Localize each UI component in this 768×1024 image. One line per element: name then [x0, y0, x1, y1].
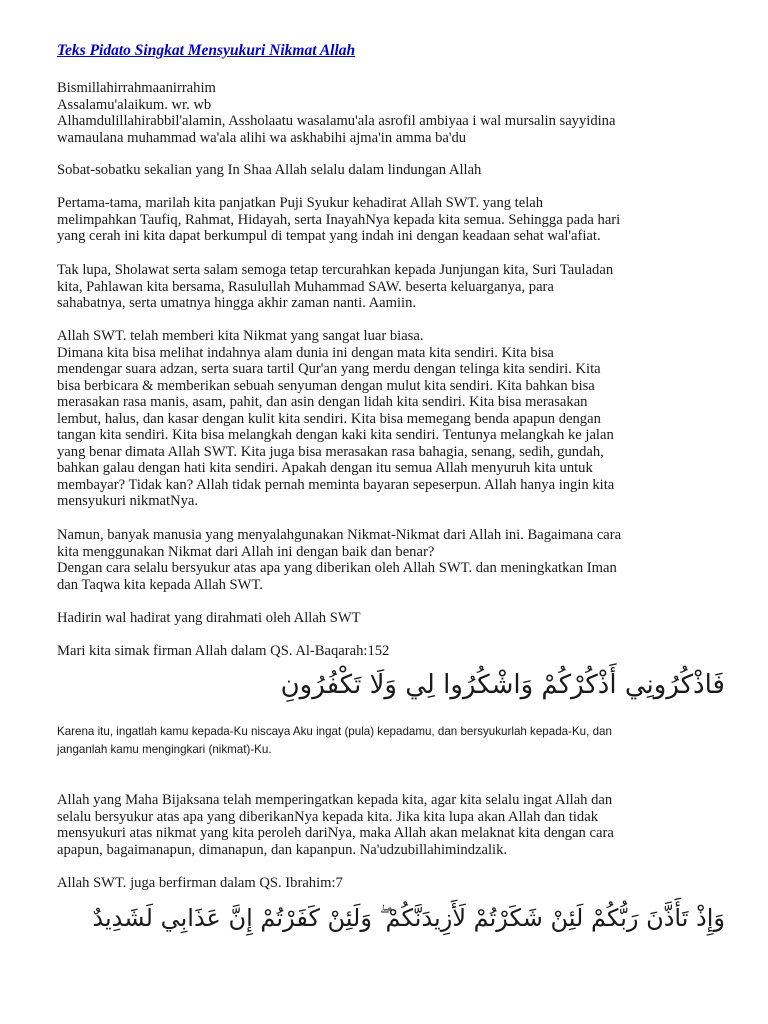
text-line: kita menggunakan Nikmat dari Allah ini dengan baik dan benar?	[57, 543, 435, 560]
text-line: sahabatnya, serta umatnya hingga akhir zaman nanti. Aamiin.	[57, 295, 417, 311]
paragraph-namun	[57, 527, 725, 593]
text-line: yang benar dimata Allah SWT. Kita juga bisa merasakan rasa bahagia, senang, sedih, gundah,	[57, 443, 604, 460]
text-line: membayar? Tidak kan? Allah tidak pernah meminta bayaran sepeserpun. Allah hanya ingin kita	[57, 476, 615, 493]
text-line: Dimana kita bisa melihat indahnya alam dunia ini dengan mata kita sendiri. Kita bisa	[57, 344, 554, 361]
text-line: Namun, banyak manusia yang menyalahgunakan Nikmat-Nikmat dari Allah ini. Bagaimana cara	[57, 527, 622, 543]
text-line: wamaulana muhammad wa'ala alihi wa askhabihi ajma'in amma ba'du	[57, 129, 467, 146]
text-line: bahkan galau dengan hati kita sendiri. Apakah dengan itu semua Allah menyuruh kita untuk	[57, 460, 593, 476]
intro-ibrahim	[57, 875, 725, 892]
text-line: Allah SWT. telah memberi kita Nikmat yang sangat luar biasa.	[57, 328, 424, 344]
text-line: Tak lupa, Sholawat serta salam semoga tetap tercurahkan kepada Junjungan kita, Suri Tauladan	[57, 262, 614, 278]
text-line: mendengar suara adzan, serta suara tartil Qur'an yang merdu dengan telinga kita sendiri. Kita	[57, 361, 601, 377]
text-line: Bismillahirrahmaanirrahim	[57, 80, 216, 96]
text-line: janganlah kamu mengingkari (nikmat)-Ku.	[57, 743, 272, 756]
text-line: Pertama-tama, marilah kita panjatkan Puji Syukur kehadirat Allah SWT. yang telah	[57, 195, 544, 211]
text-line: tangan kita sendiri. Kita bisa melangkah dengan kaki kita sendiri. Tentunya melangkah ke jalan	[57, 427, 614, 443]
page-title[interactable]: Teks Pidato Singkat Mensyukuri Nikmat Allah	[57, 42, 356, 59]
text-line: lembut, halus, dan kasar dengan kulit kita sendiri. Kita bisa memegang benda apapun dengan	[57, 410, 601, 427]
text-line: selalu bersyukur atas apa yang diberikanNya kepada kita. Jika kita lupa akan Allah dan tidak	[57, 808, 599, 825]
paragraph-sholawat	[57, 262, 725, 312]
text-line: Allah SWT. juga berfirman dalam QS. Ibrahim:7	[57, 875, 343, 891]
text-line: mensyukuri nikmatNya.	[57, 493, 199, 509]
text-line: Sobat-sobatku sekalian yang In Shaa Allah selalu dalam lindungan Allah	[57, 162, 482, 178]
paragraph-bijaksana	[57, 792, 725, 858]
text-line: Dengan cara selalu bersyukur atas apa yang diberikan oleh Allah SWT. dan meningkatkan Iman	[57, 560, 617, 576]
text-line: Mari kita simak firman Allah dalam QS. Al-Baqarah:152	[57, 643, 390, 659]
translation-baqarah	[57, 723, 725, 759]
text-line: melimpahkan Taufiq, Rahmat, Hidayah, serta InayahNya kepada kita semua. Sehingga pada hari	[57, 211, 621, 228]
paragraph-nikmat	[57, 328, 725, 510]
arabic-verse-ibrahim: وَإِذْ تَأَذَّنَ رَبُّكُمْ لَئِنْ شَكَرْتُمْ لَأَزِيدَنَّكُمْ ۖ وَلَئِنْ كَفَرْتُمْ إِنَّ عَذَابِي لَشَدِيدٌ	[92, 904, 725, 932]
paragraph-pertama	[57, 195, 725, 245]
text-line: kita, Pahlawan kita bersama, Rasulullah Muhammad SAW. beserta keluarganya, para	[57, 278, 554, 295]
text-line: merasakan rasa manis, asam, pahit, dan asin dengan lidah kita sendiri. Kita bisa merasakan	[57, 394, 588, 410]
text-line: apapun, bagaimanapun, dimanapun, dan kapanpun. Na'udzubillahimindzalik.	[57, 841, 508, 858]
text-line: Assalamu'alaikum. wr. wb	[57, 96, 212, 113]
text-line: Alhamdulillahirabbil'alamin, Assholaatu wasalamu'ala asrofil ambiyaa i wal mursalin sayyidina	[57, 113, 616, 129]
text-line: Karena itu, ingatlah kamu kepada-Ku niscaya Aku ingat (pula) kepadamu, dan bersyukurlah kepada-Ku, dan	[57, 725, 612, 738]
intro-baqarah	[57, 643, 725, 660]
arabic-verse-baqarah: فَاذْكُرُونِي أَذْكُرْكُمْ وَاشْكُرُوا لِي وَلَا تَكْفُرُونِ	[280, 670, 725, 700]
text-line: mensyukuri atas nikmat yang kita peroleh dariNya, maka Allah akan melaknat kita dengan cara	[57, 825, 614, 841]
text-line: dan Taqwa kita kepada Allah SWT.	[57, 576, 263, 593]
text-line: Hadirin wal hadirat yang dirahmati oleh Allah SWT	[57, 610, 361, 626]
text-line: Allah yang Maha Bijaksana telah memperingatkan kepada kita, agar kita selalu ingat Allah dan	[57, 792, 613, 808]
text-line: bisa berbicara & memberikan sebuah senyuman dengan mulut kita sendiri. Kita bahkan bisa	[57, 377, 595, 394]
greeting	[57, 162, 725, 179]
opening-block	[57, 80, 725, 146]
hadirin	[57, 610, 725, 627]
text-line: yang cerah ini kita dapat berkumpul di tempat yang indah ini dengan keadaan sehat wal'afiat.	[57, 228, 601, 244]
